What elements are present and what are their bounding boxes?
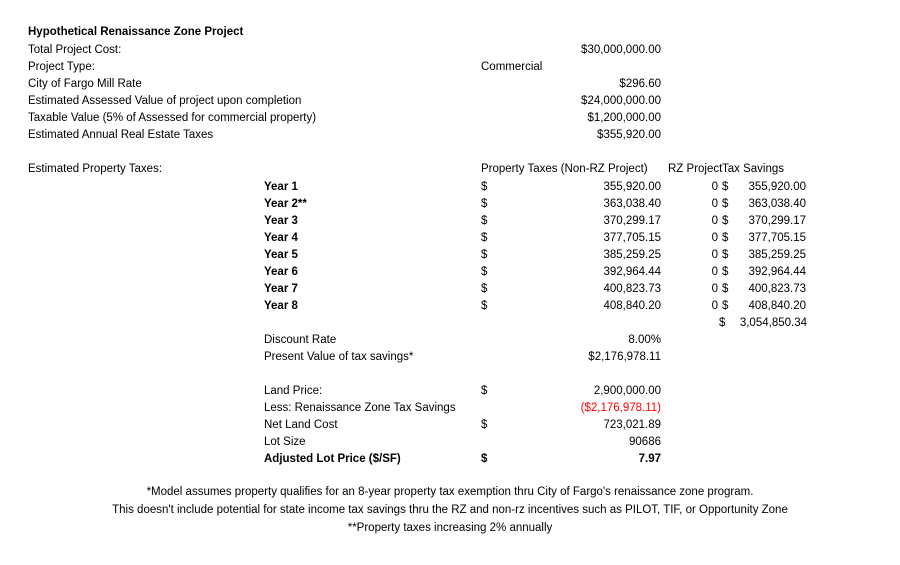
row-rz-project: 0 <box>711 215 718 227</box>
row-tax-savings: 377,705.15 <box>748 232 806 244</box>
row-rz-project: 0 <box>711 198 718 210</box>
row-tax-savings: 370,299.17 <box>748 215 806 227</box>
row-tax-savings: 408,840.20 <box>748 300 806 312</box>
section-label-estimated-property-taxes: Estimated Property Taxes: <box>28 163 163 175</box>
label-land-price: Land Price: <box>264 385 323 397</box>
summary-value-project-type: Commercial <box>481 61 543 73</box>
value-present-value: $2,176,978.11 <box>588 351 661 363</box>
row-year-label: Year 6 <box>264 266 298 278</box>
row-property-taxes: 363,038.40 <box>603 198 661 210</box>
currency-symbol: $ <box>481 198 488 210</box>
row-property-taxes: 408,840.20 <box>603 300 661 312</box>
currency-symbol: $ <box>722 181 729 193</box>
row-rz-project: 0 <box>711 181 718 193</box>
row-year-label: Year 4 <box>264 232 298 244</box>
summary-label-taxable-value: Taxable Value (5% of Assessed for commercial property) <box>28 112 317 124</box>
summary-label-project-type: Project Type: <box>28 61 95 73</box>
row-tax-savings: 363,038.40 <box>748 198 806 210</box>
row-rz-project: 0 <box>711 232 718 244</box>
row-tax-savings: 392,964.44 <box>748 266 806 278</box>
currency-symbol: $ <box>722 198 729 210</box>
label-net-land-cost: Net Land Cost <box>264 419 338 431</box>
summary-value-annual-taxes: $355,920.00 <box>597 129 661 141</box>
summary-value-total-project-cost: $30,000,000.00 <box>581 44 661 56</box>
row-rz-project: 0 <box>711 249 718 261</box>
currency-symbol: $ <box>481 419 488 431</box>
tax-savings-total-value: 3,054,850.34 <box>739 317 807 329</box>
summary-label-total-project-cost: Total Project Cost: <box>28 44 122 56</box>
value-adjusted-lot-price: 7.97 <box>638 453 661 465</box>
currency-symbol: $ <box>722 300 729 312</box>
currency-symbol: $ <box>481 385 488 397</box>
row-year-label: Year 8 <box>264 300 298 312</box>
column-header-tax-savings: Tax Savings <box>722 163 785 175</box>
footnote-tax-increase: **Property taxes increasing 2% annually <box>347 522 553 534</box>
footnote-exclusions: This doesn't include potential for state income tax savings thru the RZ and non-rz incentives such as PILOT, TIF, or Opportunity Zone <box>112 504 788 516</box>
currency-symbol: $ <box>722 249 729 261</box>
currency-symbol: $ <box>481 215 488 227</box>
value-lot-size: 90686 <box>629 436 661 448</box>
currency-symbol: $ <box>481 453 488 465</box>
value-net-land-cost: 723,021.89 <box>603 419 661 431</box>
currency-symbol: $ <box>481 249 488 261</box>
page-title: Hypothetical Renaissance Zone Project <box>28 26 244 38</box>
currency-symbol: $ <box>481 181 488 193</box>
row-tax-savings: 355,920.00 <box>748 181 806 193</box>
row-tax-savings: 385,259.25 <box>748 249 806 261</box>
row-property-taxes: 355,920.00 <box>603 181 661 193</box>
value-discount-rate: 8.00% <box>628 334 661 346</box>
currency-symbol: $ <box>481 232 488 244</box>
summary-label-annual-taxes: Estimated Annual Real Estate Taxes <box>28 129 214 141</box>
row-property-taxes: 370,299.17 <box>603 215 661 227</box>
currency-symbol: $ <box>722 283 729 295</box>
label-present-value: Present Value of tax savings* <box>264 351 414 363</box>
row-tax-savings: 400,823.73 <box>748 283 806 295</box>
row-property-taxes: 392,964.44 <box>603 266 661 278</box>
value-less-rz-tax-savings: ($2,176,978.11) <box>580 402 661 414</box>
label-less-rz-tax-savings: Less: Renaissance Zone Tax Savings <box>264 402 456 414</box>
currency-symbol: $ <box>722 266 729 278</box>
row-property-taxes: 377,705.15 <box>603 232 661 244</box>
summary-label-mill-rate: City of Fargo Mill Rate <box>28 78 142 90</box>
column-header-property-taxes: Property Taxes (Non-RZ Project) <box>481 163 648 175</box>
currency-symbol: $ <box>481 283 488 295</box>
label-discount-rate: Discount Rate <box>264 334 337 346</box>
summary-value-taxable-value: $1,200,000.00 <box>587 112 661 124</box>
row-rz-project: 0 <box>711 300 718 312</box>
row-property-taxes: 400,823.73 <box>603 283 661 295</box>
label-adjusted-lot-price: Adjusted Lot Price ($/SF) <box>264 453 401 465</box>
row-year-label: Year 5 <box>264 249 298 261</box>
label-lot-size: Lot Size <box>264 436 306 448</box>
row-rz-project: 0 <box>711 283 718 295</box>
summary-value-mill-rate: $296.60 <box>619 78 661 90</box>
summary-label-assessed-value: Estimated Assessed Value of project upon completion <box>28 95 302 107</box>
value-land-price: 2,900,000.00 <box>593 385 661 397</box>
row-year-label: Year 1 <box>264 181 298 193</box>
currency-symbol: $ <box>481 266 488 278</box>
row-property-taxes: 385,259.25 <box>603 249 661 261</box>
row-year-label: Year 7 <box>264 283 298 295</box>
row-year-label: Year 2** <box>264 198 307 210</box>
currency-symbol: $ <box>722 232 729 244</box>
footnote-model-assumption: *Model assumes property qualifies for an 8-year property tax exemption thru City of Fargo's renaissance zone program. <box>146 486 754 498</box>
currency-symbol: $ <box>481 300 488 312</box>
row-year-label: Year 3 <box>264 215 298 227</box>
summary-value-assessed-value: $24,000,000.00 <box>581 95 661 107</box>
column-header-rz-project: RZ Project <box>668 163 723 175</box>
currency-symbol: $ <box>719 317 726 329</box>
row-rz-project: 0 <box>711 266 718 278</box>
currency-symbol: $ <box>722 215 729 227</box>
